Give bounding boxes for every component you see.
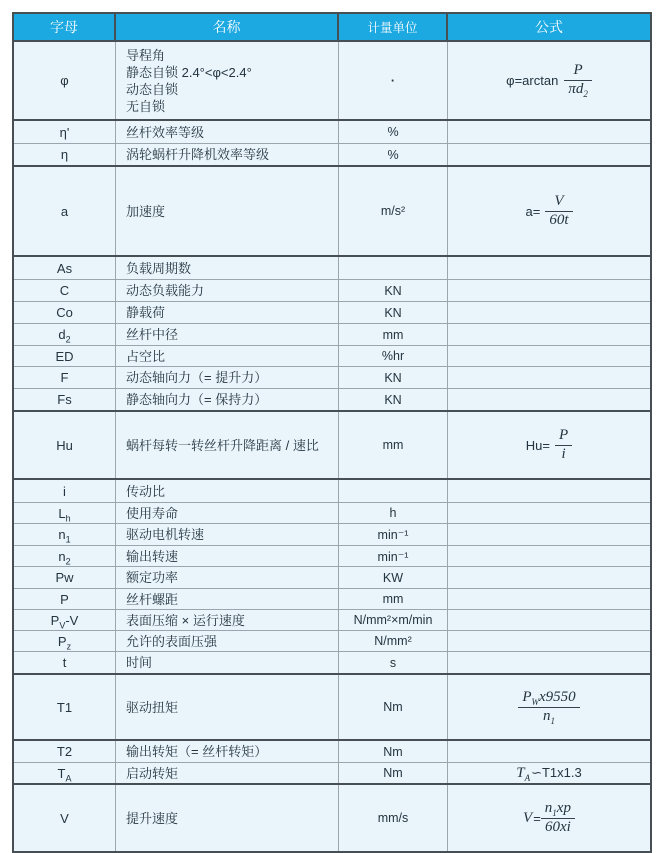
letter-cell: T2 [14, 741, 116, 762]
formula-cell [448, 121, 650, 143]
name-cell: 使用寿命 [116, 503, 339, 523]
unit-cell: mm [339, 324, 448, 345]
table-row [14, 301, 650, 323]
table-row [14, 42, 650, 119]
table-group [14, 783, 650, 851]
formula-cell: $\frac{P_Wx9550}{n_1}$ [448, 675, 650, 739]
letter-cell: F [14, 367, 116, 388]
letter-cell: Pw [14, 567, 116, 588]
letter-cell: η [14, 144, 116, 165]
letter-cell: As [14, 257, 116, 279]
table-row [14, 545, 650, 566]
header-letter: 字母 [14, 14, 116, 40]
table-row [14, 630, 650, 651]
name-cell: 提升速度 [116, 785, 339, 851]
unit-cell: Nm [339, 741, 448, 762]
table-row [14, 502, 650, 523]
name-cell: 动态负载能力 [116, 280, 339, 301]
table-row [14, 366, 650, 388]
table-row [14, 785, 650, 851]
formula-cell: Hu= $\frac{P}{i}$ [448, 412, 650, 478]
formula-cell [448, 144, 650, 165]
letter-cell: $L_h$ [14, 503, 116, 523]
unit-cell: h [339, 503, 448, 523]
letter-cell: Co [14, 302, 116, 323]
table-row [14, 143, 650, 165]
table-row [14, 412, 650, 478]
letter-cell: $n_1$ [14, 524, 116, 545]
formula-cell [448, 324, 650, 345]
table-header-row [14, 14, 650, 40]
name-cell: 蜗杆每转一转丝杆升降距离 / 速比 [116, 412, 339, 478]
table-group [14, 119, 650, 165]
unit-cell: KN [339, 280, 448, 301]
table-row [14, 388, 650, 410]
unit-cell: N/mm²×m/min [339, 610, 448, 630]
letter-cell: $P_V-V$ [14, 610, 116, 630]
table-row [14, 345, 650, 366]
formula-cell [448, 567, 650, 588]
table-group [14, 40, 650, 119]
letter-cell: φ [14, 42, 116, 119]
unit-cell: mm [339, 589, 448, 609]
unit-cell: mm [339, 412, 448, 478]
table-group [14, 410, 650, 478]
table-row [14, 651, 650, 673]
table-row [14, 609, 650, 630]
header-name: 名称 [116, 14, 339, 40]
unit-cell: KN [339, 367, 448, 388]
table-group [14, 673, 650, 739]
table-row [14, 588, 650, 609]
letter-cell: Fs [14, 389, 116, 410]
letter-cell: C [14, 280, 116, 301]
unit-cell [339, 257, 448, 279]
name-cell: 静态轴向力（= 保持力） [116, 389, 339, 410]
name-cell: 加速度 [116, 167, 339, 255]
unit-cell: % [339, 121, 448, 143]
name-cell: 负载周期数 [116, 257, 339, 279]
formula-cell: φ=arctan $\frac{P}{\pi d_2}$ [448, 42, 650, 119]
table-row [14, 121, 650, 143]
name-cell: 动态轴向力（= 提升力） [116, 367, 339, 388]
formula-cell [448, 257, 650, 279]
unit-cell: mm/s [339, 785, 448, 851]
table-row [14, 675, 650, 739]
unit-cell: KN [339, 302, 448, 323]
unit-cell: min⁻¹ [339, 546, 448, 566]
formula-cell [448, 610, 650, 630]
unit-cell: KN [339, 389, 448, 410]
name-cell: 额定功率 [116, 567, 339, 588]
unit-cell: min⁻¹ [339, 524, 448, 545]
unit-cell: KW [339, 567, 448, 588]
name-cell: 传动比 [116, 480, 339, 502]
name-cell: 丝杆螺距 [116, 589, 339, 609]
formula-cell [448, 524, 650, 545]
unit-cell: m/s² [339, 167, 448, 255]
table-row [14, 323, 650, 345]
name-cell: 允许的表面压强 [116, 631, 339, 651]
formula-cell [448, 389, 650, 410]
unit-cell: · [339, 42, 448, 119]
table-row [14, 257, 650, 279]
letter-cell: η' [14, 121, 116, 143]
table-row [14, 167, 650, 255]
name-cell: 丝杆中径 [116, 324, 339, 345]
letter-cell: i [14, 480, 116, 502]
letter-cell: Hu [14, 412, 116, 478]
unit-cell: Nm [339, 763, 448, 783]
table-group [14, 739, 650, 783]
unit-cell [339, 480, 448, 502]
unit-cell: %hr [339, 346, 448, 366]
name-cell: 表面压缩 × 运行速度 [116, 610, 339, 630]
table-row [14, 480, 650, 502]
formula-cell: V = $\frac{n_1xp}{60xi}$ [448, 785, 650, 851]
name-cell: 驱动扭矩 [116, 675, 339, 739]
name-cell: 驱动电机转速 [116, 524, 339, 545]
letter-cell: $d_2$ [14, 324, 116, 345]
table-row [14, 566, 650, 588]
formula-cell: $T_A$ ∽T1x1.3 [516, 764, 582, 783]
table-group [14, 478, 650, 673]
formula-cell [448, 589, 650, 609]
letter-cell: T1 [14, 675, 116, 739]
formula-cell [448, 652, 650, 673]
formula-cell [448, 346, 650, 366]
letter-cell: P [14, 589, 116, 609]
formula-cell [448, 546, 650, 566]
formula-cell [448, 480, 650, 502]
letter-cell: t [14, 652, 116, 673]
letter-cell: $T_A$ [14, 763, 116, 783]
unit-cell: s [339, 652, 448, 673]
header-formula: 公式 [535, 19, 563, 35]
table-row [14, 741, 650, 762]
unit-cell: Nm [339, 675, 448, 739]
formula-cell [448, 280, 650, 301]
formula-cell [448, 367, 650, 388]
unit-cell: % [339, 144, 448, 165]
table-row [14, 762, 650, 783]
letter-cell: ED [14, 346, 116, 366]
name-cell: 时间 [116, 652, 339, 673]
name-cell: 丝杆效率等级 [116, 121, 339, 143]
formula-cell [448, 302, 650, 323]
parameter-table [12, 12, 652, 853]
header-unit: 计量单位 [339, 14, 448, 40]
name-cell: 输出转矩（= 丝杆转矩） [116, 741, 339, 762]
name-cell: 涡轮蜗杆升降机效率等级 [116, 144, 339, 165]
name-cell: 静载荷 [116, 302, 339, 323]
name-cell: 启动转矩 [116, 763, 339, 783]
letter-cell: $P_z$ [14, 631, 116, 651]
formula-cell [448, 741, 650, 762]
letter-cell: V [14, 785, 116, 851]
formula-cell [448, 631, 650, 651]
letter-cell: $n_2$ [14, 546, 116, 566]
table-group [14, 165, 650, 255]
name-cell: 输出转速 [116, 546, 339, 566]
table-group [14, 255, 650, 410]
table-row [14, 523, 650, 545]
formula-cell [448, 503, 650, 523]
unit-cell: N/mm² [339, 631, 448, 651]
letter-cell: a [14, 167, 116, 255]
name-cell: 占空比 [116, 346, 339, 366]
formula-cell: a= $\frac{V}{60t}$ [448, 167, 650, 255]
table-row [14, 279, 650, 301]
name-cell: 导程角 静态自锁 2.4°<φ<2.4° 动态自锁 无自锁 [116, 42, 339, 119]
